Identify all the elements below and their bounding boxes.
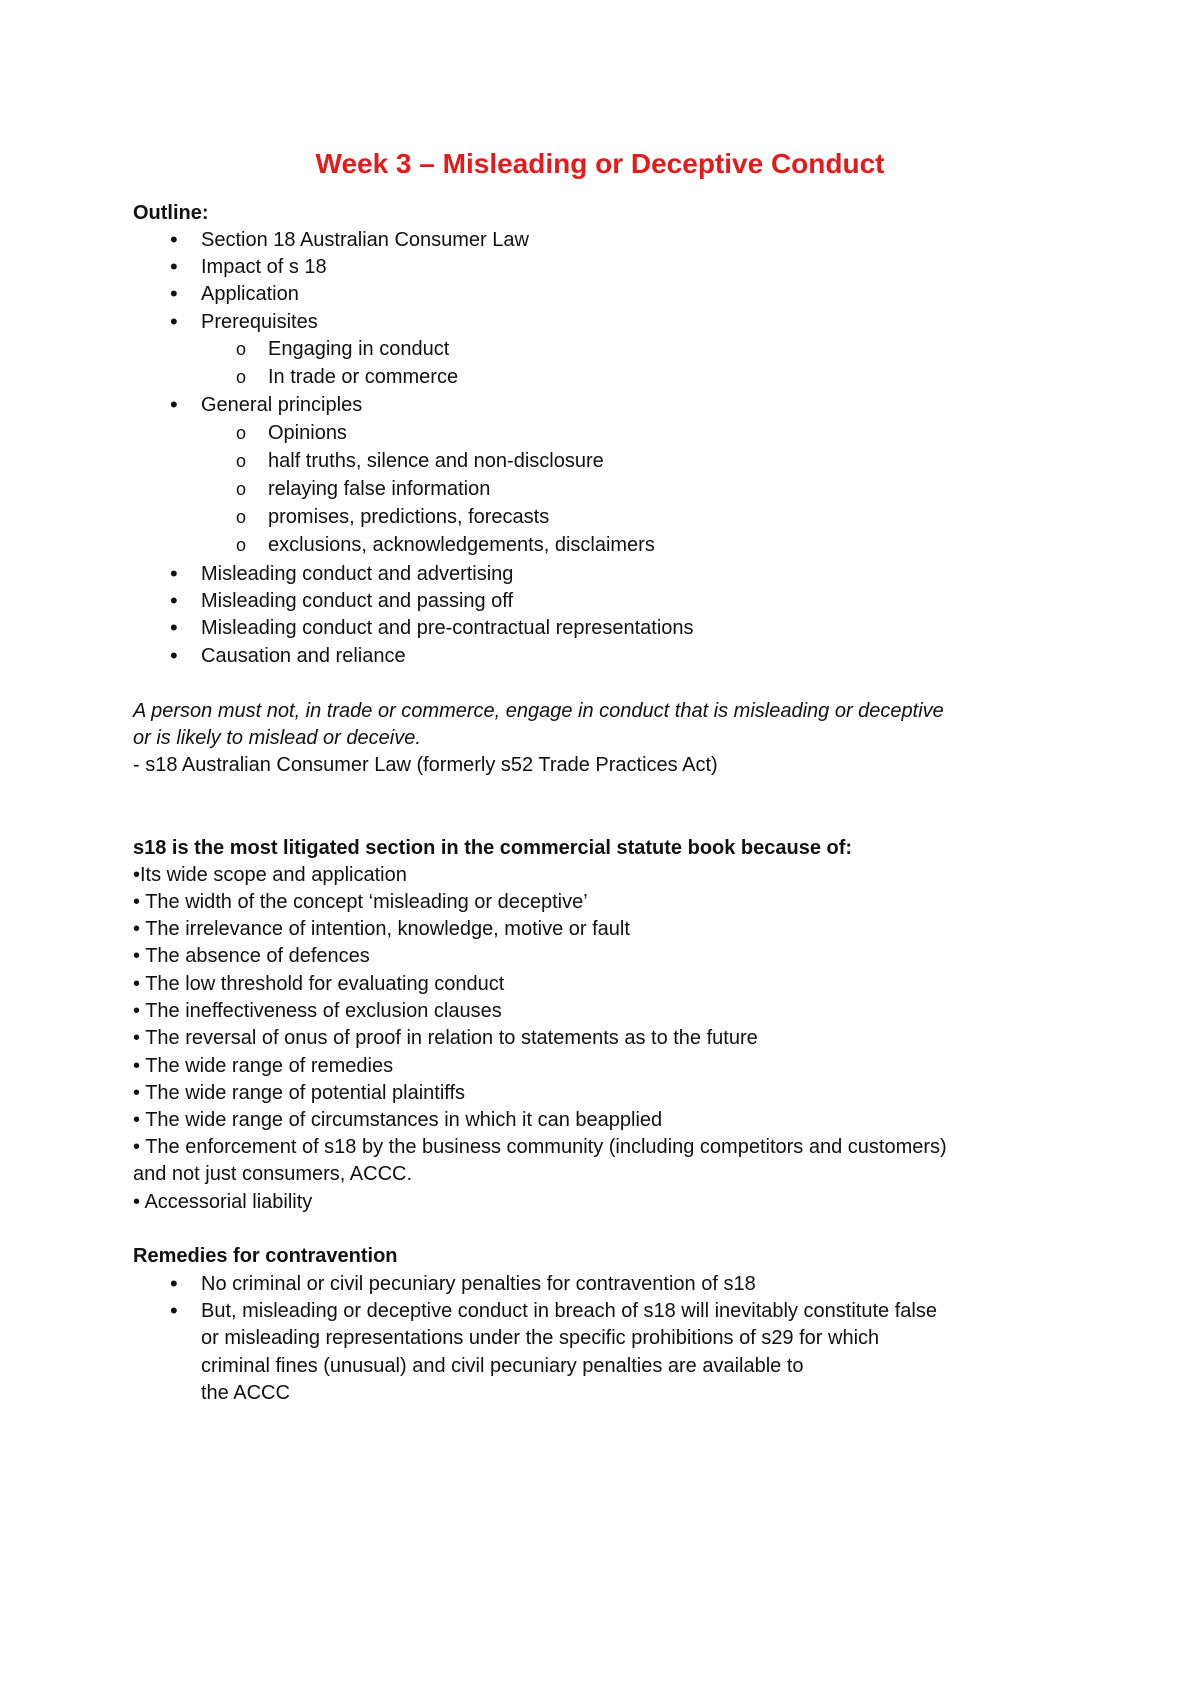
litigated-item: • The width of the concept ‘misleading or deceptive’ bbox=[133, 891, 588, 913]
outline-item: Causation and reliance bbox=[201, 645, 406, 667]
litigated-item: • Accessorial liability bbox=[133, 1191, 313, 1213]
outline-item: Misleading conduct and pre-contractual representations bbox=[201, 617, 694, 639]
remedies-item: No criminal or civil pecuniary penalties for contravention of s18 bbox=[201, 1273, 756, 1295]
litigated-heading: s18 is the most litigated section in the commercial statute book because of: bbox=[133, 837, 853, 859]
quote-line: or is likely to mislead or deceive. bbox=[133, 727, 421, 749]
quote-source: - s18 Australian Consumer Law (formerly s52 Trade Practices Act) bbox=[133, 754, 718, 776]
bullet-icon bbox=[170, 642, 178, 671]
quote-line: A person must not, in trade or commerce, engage in conduct that is misleading or deceptive bbox=[133, 700, 944, 722]
bullet-icon bbox=[170, 308, 178, 337]
remedies-item-line: But, misleading or deceptive conduct in breach of s18 will inevitably constitute false bbox=[201, 1300, 937, 1322]
litigated-item: • The irrelevance of intention, knowledge, motive or fault bbox=[133, 918, 630, 940]
remedies-item-line: or misleading representations under the specific prohibitions of s29 for which bbox=[201, 1327, 880, 1349]
litigated-item: and not just consumers, ACCC. bbox=[133, 1163, 413, 1185]
bullet-icon bbox=[170, 560, 178, 589]
litigated-item: • The low threshold for evaluating conduct bbox=[133, 973, 505, 995]
remedies-heading: Remedies for contravention bbox=[133, 1245, 398, 1267]
outline-item: Section 18 Australian Consumer Law bbox=[201, 229, 529, 251]
page-title: Week 3 – Misleading or Deceptive Conduct bbox=[315, 148, 885, 179]
outline-item: Application bbox=[201, 283, 299, 305]
sub-bullet-icon: o bbox=[236, 507, 247, 527]
litigated-item: • The wide range of potential plaintiffs bbox=[133, 1082, 466, 1104]
outline-item: Misleading conduct and passing off bbox=[201, 590, 514, 612]
sub-bullet-icon: o bbox=[236, 423, 247, 443]
bullet-icon bbox=[170, 280, 178, 309]
outline-subitem: Opinions bbox=[268, 422, 347, 444]
sub-bullet-icon: o bbox=[236, 479, 247, 499]
bullet-icon bbox=[170, 587, 178, 616]
sub-bullet-icon: o bbox=[236, 339, 247, 359]
sub-bullet-icon: o bbox=[236, 451, 247, 471]
litigated-item: • The wide range of circumstances in which it can beapplied bbox=[133, 1109, 663, 1131]
outline-subitem: half truths, silence and non-disclosure bbox=[268, 450, 604, 472]
remedies-item-line: criminal fines (unusual) and civil pecuniary penalties are available to bbox=[201, 1355, 804, 1377]
litigated-item: • The enforcement of s18 by the business community (including competitors and customers) bbox=[133, 1136, 947, 1158]
litigated-item: •Its wide scope and application bbox=[133, 864, 407, 886]
outline-subitem: exclusions, acknowledgements, disclaimers bbox=[268, 534, 655, 556]
sub-bullet-icon: o bbox=[236, 367, 247, 387]
outline-item: General principles bbox=[201, 394, 363, 416]
litigated-item: • The absence of defences bbox=[133, 945, 370, 967]
outline-subitem: In trade or commerce bbox=[268, 366, 459, 388]
sub-bullet-icon: o bbox=[236, 535, 247, 555]
bullet-icon bbox=[170, 391, 178, 420]
outline-heading: Outline: bbox=[133, 202, 209, 224]
bullet-icon bbox=[170, 614, 178, 643]
bullet-icon bbox=[170, 1270, 178, 1299]
bullet-icon bbox=[170, 253, 178, 282]
outline-item: Impact of s 18 bbox=[201, 256, 327, 278]
litigated-item: • The ineffectiveness of exclusion clauses bbox=[133, 1000, 502, 1022]
bullet-icon bbox=[170, 226, 178, 255]
outline-subitem: relaying false information bbox=[268, 478, 491, 500]
outline-subitem: Engaging in conduct bbox=[268, 338, 450, 360]
outline-subitem: promises, predictions, forecasts bbox=[268, 506, 550, 528]
outline-item: Misleading conduct and advertising bbox=[201, 563, 514, 585]
outline-item: Prerequisites bbox=[201, 311, 318, 333]
bullet-icon bbox=[170, 1297, 178, 1326]
remedies-item-line: the ACCC bbox=[201, 1382, 290, 1404]
litigated-item: • The wide range of remedies bbox=[133, 1055, 394, 1077]
litigated-item: • The reversal of onus of proof in relation to statements as to the future bbox=[133, 1027, 758, 1049]
